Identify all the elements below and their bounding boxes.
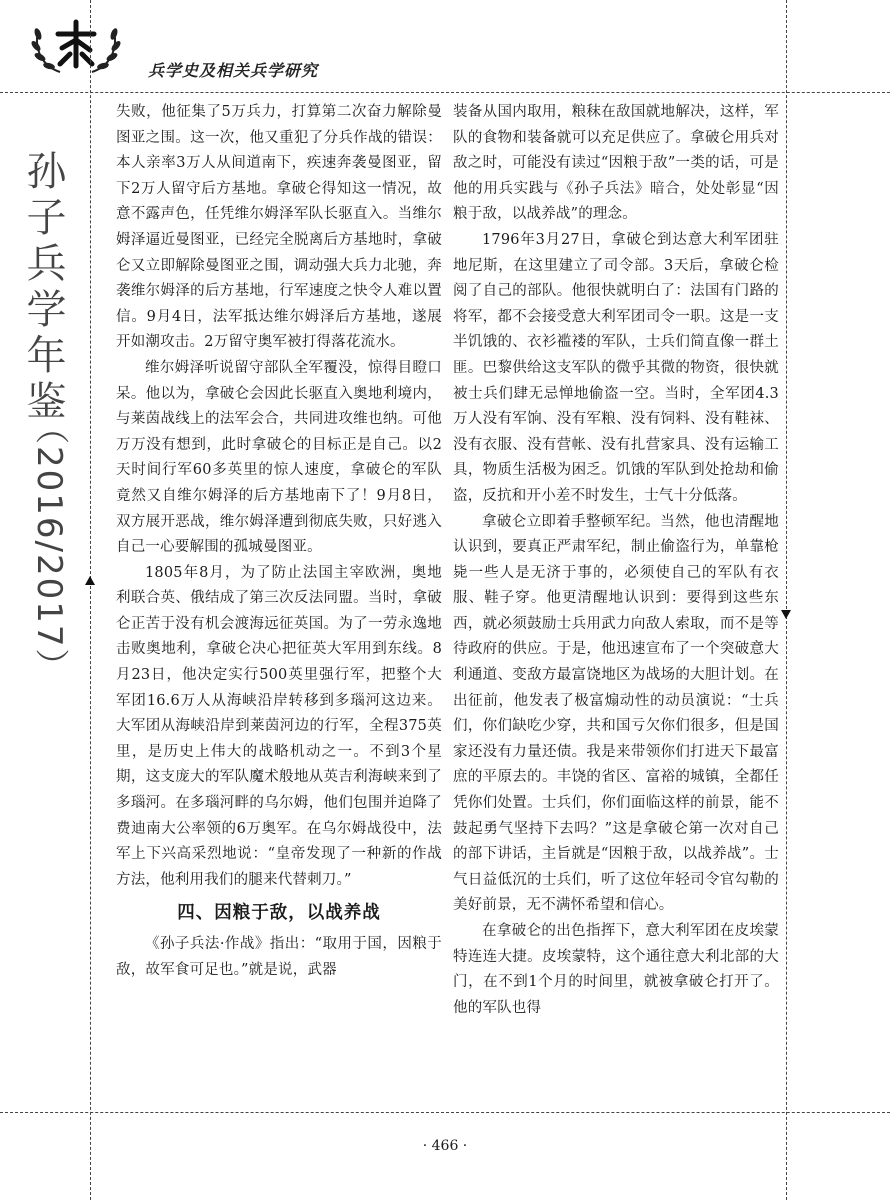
page-number: · 466 · — [422, 1138, 468, 1154]
up-triangle-icon — [85, 576, 95, 585]
sunzi-laurel-emblem-icon — [20, 14, 132, 76]
footer-divider — [0, 1112, 890, 1113]
paragraph: 1805年8月，为了防止法国主宰欧洲，奥地利联合英、俄结成了第三次反法同盟。当时，拿破仑正苦于没有机会渡海远征英国。为了一劳永逸地击败奥地利，拿破仑决心把征英大军用到东线。8月23日，他决定实行500英里强行军，把整个大军团16.6万人从海峡沿岸转移到多瑙河这边来。大军团从海峡沿岸到莱茵河边的行军，全程375英里，是历史上伟大的战略机动之一。不到3个星期，这支庞大的军队魔术般地从英吉利海峡来到了多瑙河。在多瑙河畔的乌尔姆，他们包围并迫降了费迪南大公率领的6万奥军。在乌尔姆战役中，法军上下兴高采烈地说：“皇帝发现了一种新的作战方法，他利用我们的腿来代替刺刀。” — [116, 564, 442, 888]
paragraph: 《孙子兵法·作战》指出：“取用于国，因粮于敌，故军食可足也。”就是说，武器 — [116, 936, 442, 978]
running-header: 兵学史及相关兵学研究 — [148, 61, 319, 80]
paragraph: 拿破仑立即着手整顿军纪。当然，他也清醒地认识到，要真正严肃军纪，制止偷盗行为，单靠枪毙一些人是无济于事的，必须使自己的军队有衣服、鞋子穿。他更清醒地认识到：要得到这些东西，就必须鼓励士兵用武力向敌人索取，而不是等待政府的供应。于是，他迅速宣布了一个突破意大利通道、变敌方最富饶地区为战场的大胆计划。在出征前，他发表了极富煽动性的动员演说：“士兵们，你们缺吃少穿，共和国亏欠你们很多，但是国家还没有力量还债。我是来带领你们打进天下最富庶的平原去的。丰饶的省区、富裕的城镇，全都任凭你们处置。士兵们，你们面临这样的前景，能不鼓起勇气坚持下去吗？”这是拿破仑第一次对自己的部下讲话，主旨就是“因粮于敌，以战养战”。士气日益低沉的士兵们，听了这位年轻司令官勾勒的美好前景，无不满怀希望和信心。 — [453, 513, 779, 914]
header-divider — [0, 92, 890, 93]
section-heading: 四、因粮于敌，以战养战 — [177, 903, 381, 924]
side-yearbook-title: 孙子兵学年鉴 — [20, 150, 66, 426]
right-margin-line — [786, 0, 787, 1200]
right-column — [453, 100, 779, 1021]
left-column — [116, 100, 442, 984]
paragraph: 失败，他征集了5万兵力，打算第二次奋力解除曼图亚之围。这一次，他又重犯了分兵作战的错误：本人亲率3万人从间道南下，疾速奔袭曼图亚，留下2万人留守后方基地。拿破仑得知这一情况，故意不露声色，任凭维尔姆泽军队长驱直入。当维尔姆泽逼近曼图亚，已经完全脱离后方基地时，拿破仑又立即解除曼图亚之围，调动强大兵力北驰，奔袭维尔姆泽的后方基地，行军速度之快令人难以置信。9月4日，法军抵达维尔姆泽后方基地，遂展开如潮攻击。2万留守奥军被打得落花流水。 — [116, 104, 442, 351]
left-margin-line — [90, 0, 91, 1200]
paragraph: 1796年3月27日，拿破仑到达意大利军团驻地尼斯，在这里建立了司令部。3天后，拿破仑检阅了自己的部队。他很快就明白了：法国有门路的将军，都不会接受意大利军团司令一职。这是一支半饥饿的、衣衫褴褛的军队，士兵们简直像一群土匪。巴黎供给这支军队的微乎其微的物资，很快就被士兵们肆无忌惮地偷盗一空。当时，全军团4.3万人没有军饷、没有军粮、没有饲料、没有鞋袜、没有衣服、没有营帐、没有扎营家具、没有运输工具，物质生活极为困乏。饥饿的军队到处抢劫和偷盗，反抗和开小差不时发生，士气十分低落。 — [453, 231, 779, 504]
down-triangle-icon — [781, 610, 791, 619]
paragraph: 维尔姆泽听说留守部队全军覆没，惊得目瞪口呆。他以为，拿破仑会因此长驱直入奥地利境内，与莱茵战线上的法军会合，共同进攻维也纳。可他万万没有想到，此时拿破仑的目标正是自己。以2天时间行军60多英里的惊人速度，拿破仑的军队竟然又自维尔姆泽的后方基地南下了！9月8日，双方展开恶战，维尔姆泽遭到彻底失败，只好逃入自己一心要解围的孤城曼图亚。 — [116, 359, 442, 556]
paragraph: 装备从国内取用，粮秣在敌国就地解决，这样，军队的食物和装备就可以充足供应了。拿破仑用兵对敌之时，可能没有读过“因粮于敌”一类的话，可是他的用兵实践与《孙子兵法》暗合，处处彰显“因粮于敌，以战养战”的理念。 — [453, 104, 779, 223]
paragraph: 在拿破仑的出色指挥下，意大利军团在皮埃蒙特连连大捷。皮埃蒙特，这个通往意大利北部的大门，在不到1个月的时间里，就被拿破仑打开了。他的军队也得 — [453, 923, 779, 1016]
side-yearbook-year: （2016/2017） — [29, 410, 69, 685]
